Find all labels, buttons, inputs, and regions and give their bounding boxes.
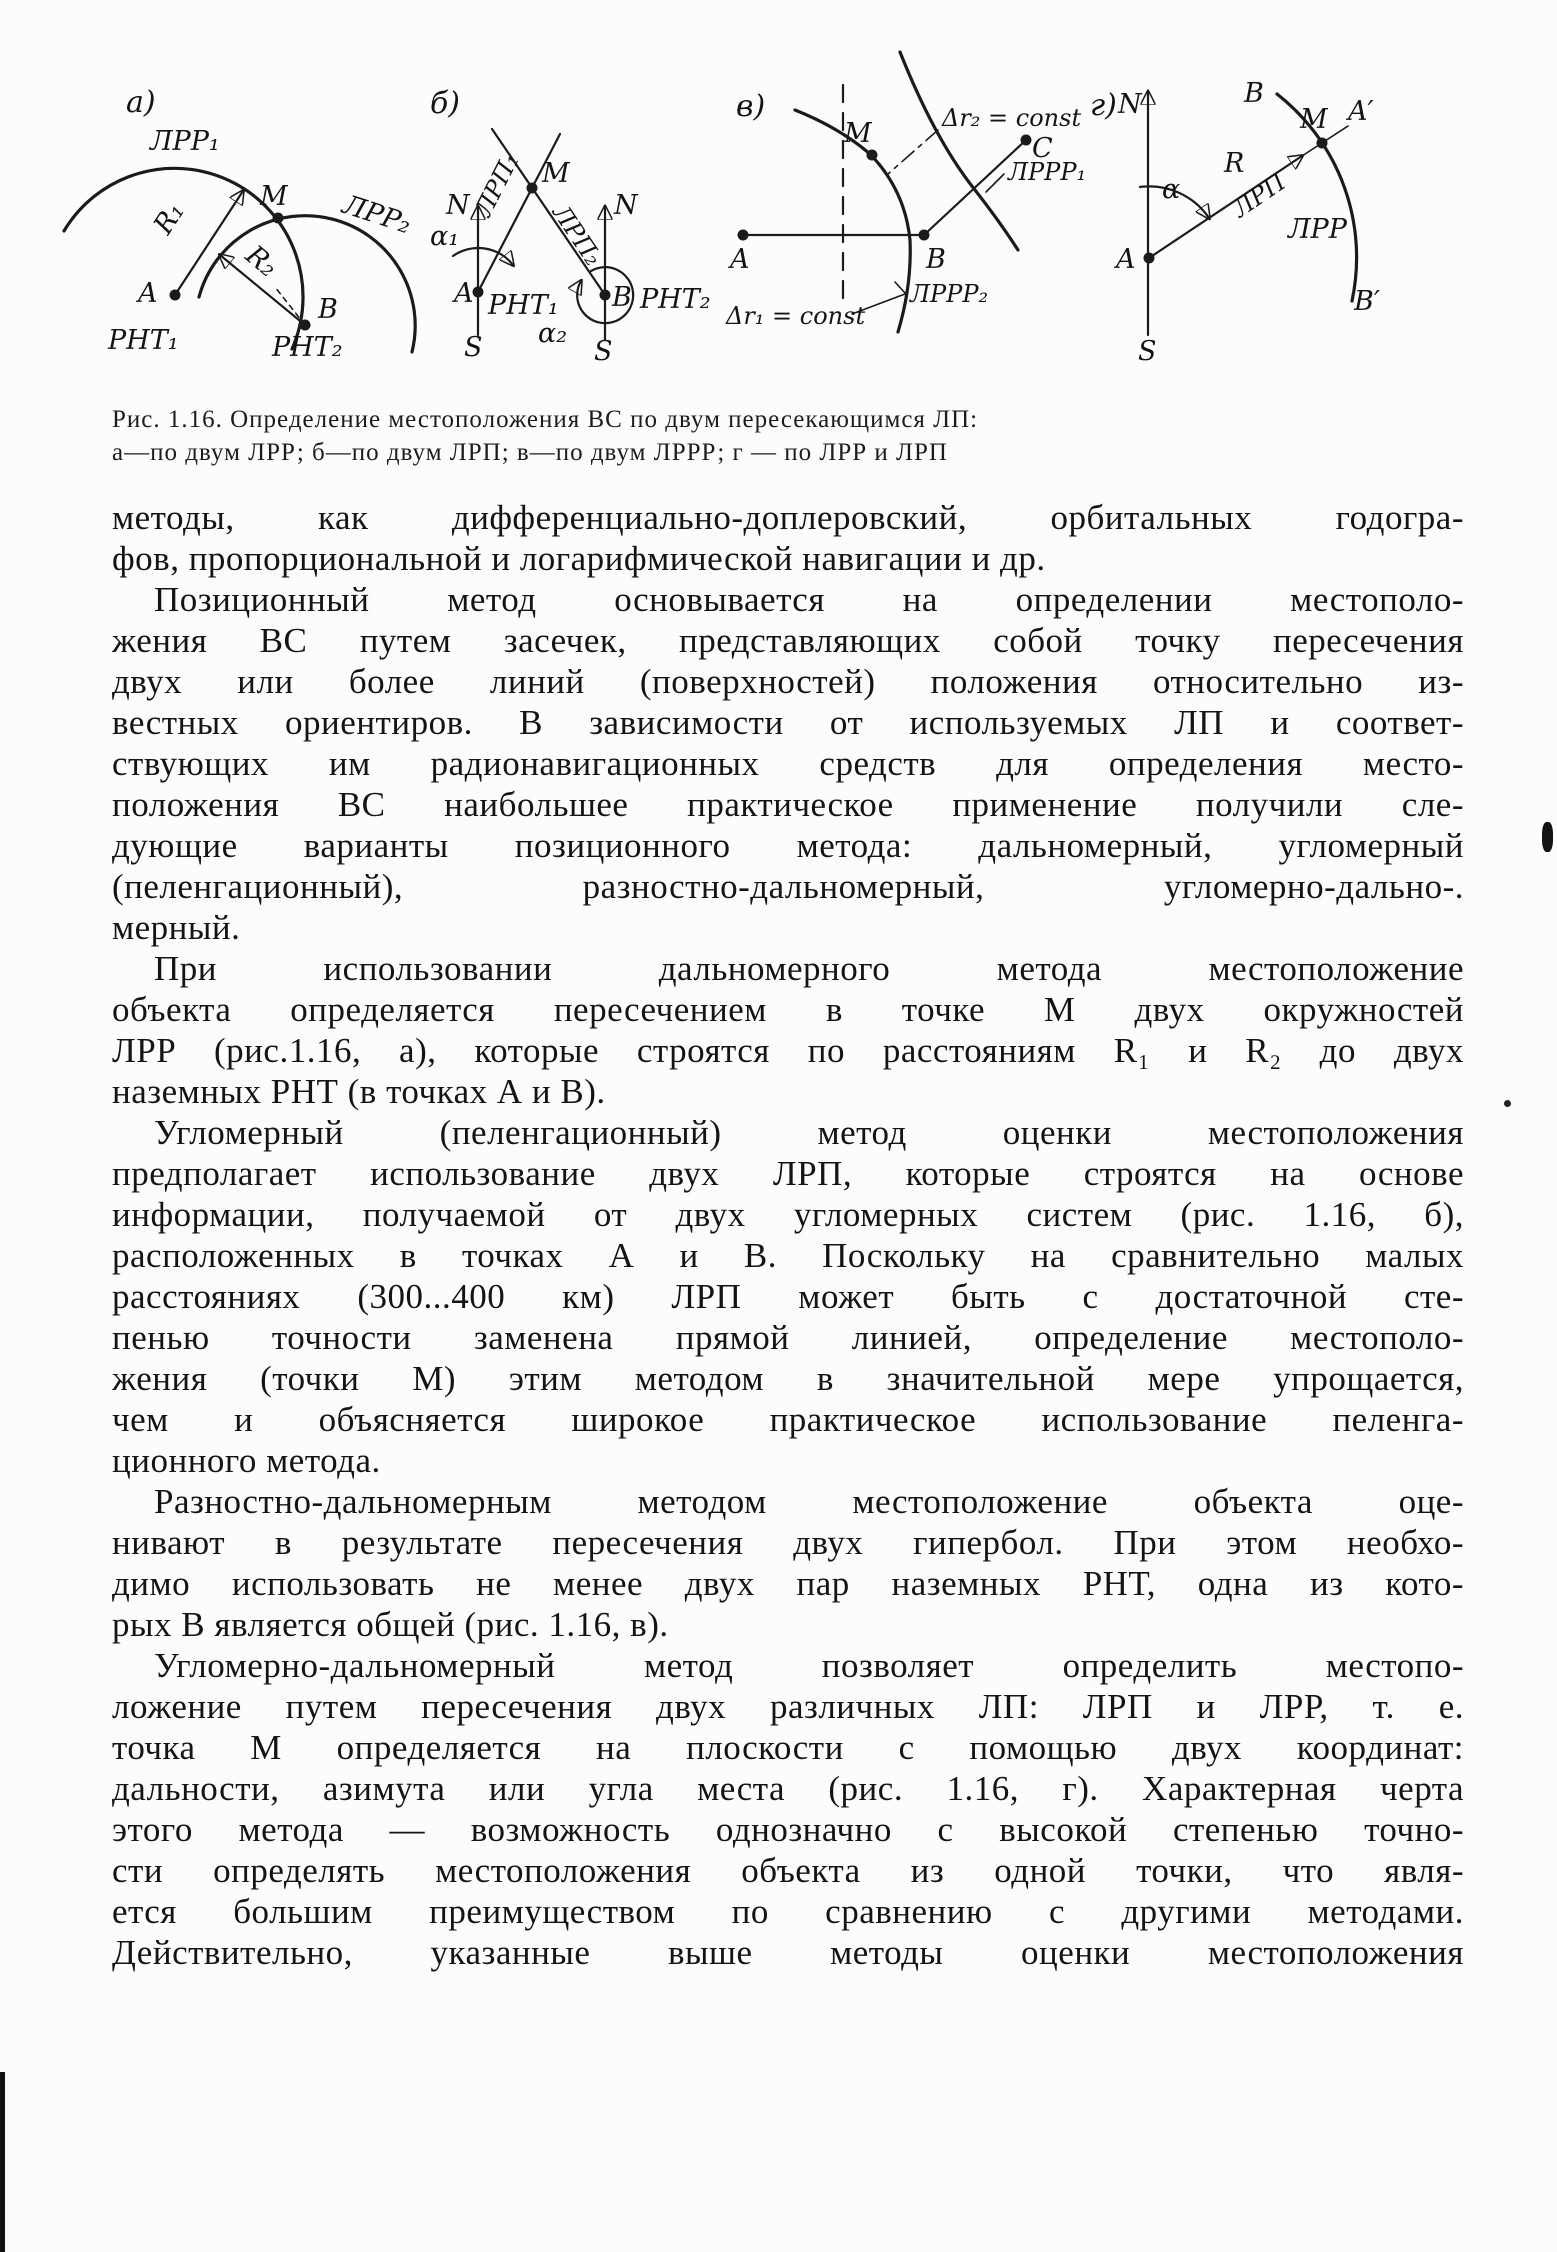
label-alpha: α xyxy=(1162,174,1181,205)
text-line: димо использовать не менее двух пар наземных РНТ, одна из кото- xyxy=(112,1564,1464,1603)
label-b: B xyxy=(318,294,338,325)
point-a xyxy=(1144,253,1155,264)
label-r1: R₁ xyxy=(147,196,191,240)
text-line: жения (точки М) этим методом в значительной мере упрощается, xyxy=(112,1359,1464,1398)
label-b: B xyxy=(612,282,632,313)
text-line: Угломерный (пеленгационный) метод оценки местоположения xyxy=(154,1113,1464,1152)
text-line: расположенных в точках А и В. Поскольку на сравнительно малых xyxy=(112,1236,1464,1275)
label-m: M xyxy=(1300,104,1328,135)
label-a: A xyxy=(730,244,750,275)
text-line: жения ВС путем засечек, представляющих собой точку пересечения xyxy=(112,621,1464,660)
label-b-prime: B′ xyxy=(1354,286,1380,317)
label-lrr2: ЛРР₂ xyxy=(338,189,415,241)
point-m xyxy=(867,150,878,161)
lrrr1-leader xyxy=(986,174,1004,192)
text-line: дующие варианты позиционного метода: дальномерный, угломерный xyxy=(112,826,1464,865)
point-m xyxy=(273,213,284,224)
lrrr2-leader xyxy=(895,282,906,294)
scan-edge-artifact xyxy=(0,2072,5,2252)
label-n: N xyxy=(1118,89,1142,120)
text-line: методы, как дифференциально-доплеровский, орбитальных годогра- xyxy=(112,498,1464,537)
label-dr2-const: Δr₂ = const xyxy=(942,104,1082,132)
label-rnt1: РНТ₁ xyxy=(108,325,179,356)
text-line: мерный. xyxy=(112,908,241,947)
panel-v xyxy=(725,52,1086,332)
text-line: При использовании дальномерного метода местоположение xyxy=(154,949,1464,988)
text-line: пенью точности заменена прямой линией, определение местополо- xyxy=(112,1318,1464,1357)
text-line: Действительно, указанные выше методы оценки местоположения xyxy=(112,1933,1464,1972)
label-s1: S xyxy=(464,332,483,363)
point-a xyxy=(170,290,181,301)
text-line: (пеленгационный), разностно-дальномерный, угломерно-дально-. xyxy=(112,867,1464,906)
text-line: Разностно-дальномерным методом местоположение объекта оце- xyxy=(154,1482,1464,1521)
text-line: объекта определяется пересечением в точке М двух окружностей xyxy=(112,990,1464,1029)
label-b: B xyxy=(926,244,946,275)
alpha1-arc xyxy=(453,248,513,265)
text-line: нивают в результате пересечения двух гипербол. При этом необхо- xyxy=(112,1523,1464,1562)
label-lrp1: ЛРП₁ xyxy=(469,148,525,221)
text-line: ется большим преимуществом по сравнению с другими методами. xyxy=(112,1892,1464,1931)
text-line: фов, пропорциональной и логарифмической навигации и др. xyxy=(112,539,1046,578)
point-m xyxy=(1317,138,1328,149)
scan-speck xyxy=(1504,1100,1511,1107)
label-lrrr2: ЛРРР₂ xyxy=(910,280,989,308)
text-line: вестных ориентиров. В зависимости от используемых ЛП и соответ- xyxy=(112,703,1464,742)
point-c xyxy=(1021,135,1032,146)
label-lrp: ЛРП xyxy=(1227,167,1291,223)
text-line: дальности, азимута или угла места (рис. 1.16, г). Характерная черта xyxy=(112,1769,1464,1808)
dr2-leader xyxy=(888,130,938,174)
label-m: M xyxy=(844,118,872,149)
label-rnt1: РНТ₁ xyxy=(488,290,559,321)
text-line: точка М определяется на плоскости с помощью двух координат: xyxy=(112,1728,1464,1767)
point-a xyxy=(473,287,484,298)
text-line: двух или более линий (поверхностей) положения относительно из- xyxy=(112,662,1464,701)
label-b: B xyxy=(1244,78,1264,109)
label-lrrr1: ЛРРР₁ xyxy=(1008,158,1087,186)
panel-b xyxy=(430,86,711,367)
label-r2: R₂ xyxy=(239,239,284,284)
page-body-text xyxy=(112,497,1464,1973)
text-line: ЛРР (рис.1.16, а), которые строятся по расстояниям R₁ и R₂ до двух xyxy=(112,1031,1464,1070)
point-b xyxy=(919,230,930,241)
text-line: рых В является общей (рис. 1.16, в). xyxy=(112,1605,669,1644)
label-n2: N xyxy=(614,190,638,221)
arc-lrrr1 xyxy=(900,52,1018,250)
point-b xyxy=(600,290,611,301)
label-alpha1: α₁ xyxy=(430,221,460,252)
text-line: сти определять местоположения объекта из одной точки, что явля- xyxy=(112,1851,1464,1890)
scan-speck xyxy=(1542,822,1553,852)
text-line: Угломерно-дальномерный метод позволяет определить местопо- xyxy=(154,1646,1464,1685)
label-a: A xyxy=(454,278,474,309)
text-line: наземных РНТ (в точках А и В). xyxy=(112,1072,606,1111)
label-r: R xyxy=(1224,148,1245,179)
label-m: M xyxy=(542,158,570,189)
label-s: S xyxy=(1138,336,1157,367)
label-rnt2: РНТ₂ xyxy=(272,332,343,363)
label-alpha2: α₂ xyxy=(538,318,568,349)
label-rnt2: РНТ₂ xyxy=(640,284,711,315)
text-line: чем и объясняется широкое практическое использование пеленга- xyxy=(112,1400,1464,1439)
text-line: Позиционный метод основывается на определении местополо- xyxy=(154,580,1464,619)
text-line: положения ВС наибольшее практическое применение получили сле- xyxy=(112,785,1464,824)
panel-v-tag: в) xyxy=(736,89,766,124)
point-m xyxy=(527,183,538,194)
text-line: ствующих им радионавигационных средств для определения место- xyxy=(112,744,1464,783)
label-dr1-const: Δr₁ = const xyxy=(726,302,866,330)
text-line: информации, получаемой от двух угломерных систем (рис. 1.16, б), xyxy=(112,1195,1464,1234)
panel-a xyxy=(64,85,415,363)
text-line: этого метода — возможность однозначно с высокой степенью точно- xyxy=(112,1810,1464,1849)
label-m: M xyxy=(260,181,288,212)
panel-b-tag: б) xyxy=(430,86,461,121)
panel-g xyxy=(1090,78,1380,367)
text-line: ционного метода. xyxy=(112,1441,381,1480)
label-n1: N xyxy=(446,190,470,221)
figure-caption-line2: а—по двум ЛРР; б—по двум ЛРП; в—по двум ЛРРР; г — по ЛРР и ЛРП xyxy=(112,439,948,466)
label-lrr: ЛРР xyxy=(1288,214,1347,245)
label-lrr1: ЛРР₁ xyxy=(150,126,220,157)
panel-a-tag: а) xyxy=(126,85,156,120)
label-a: A xyxy=(138,278,158,309)
point-b xyxy=(300,320,311,331)
text-line: предполагает использование двух ЛРП, которые строятся на основе xyxy=(112,1154,1464,1193)
figure-1-16 xyxy=(0,0,1557,395)
label-a-prime: A′ xyxy=(1348,96,1374,127)
figure-caption-line1: Рис. 1.16. Определение местоположения ВС по двум пересекающимся ЛП: xyxy=(112,406,979,433)
panel-g-tag: г) xyxy=(1090,88,1117,123)
figure-caption xyxy=(112,403,1464,469)
label-a: A xyxy=(1116,244,1136,275)
label-s2: S xyxy=(594,336,613,367)
label-lrp2: ЛРП₂ xyxy=(547,199,608,271)
label-c: C xyxy=(1032,133,1053,164)
text-line: расстояниях (300...400 км) ЛРП может быть с достаточной сте- xyxy=(112,1277,1464,1316)
text-line: ложение путем пересечения двух различных ЛП: ЛРП и ЛРР, т. е. xyxy=(112,1687,1464,1726)
point-a xyxy=(738,230,749,241)
